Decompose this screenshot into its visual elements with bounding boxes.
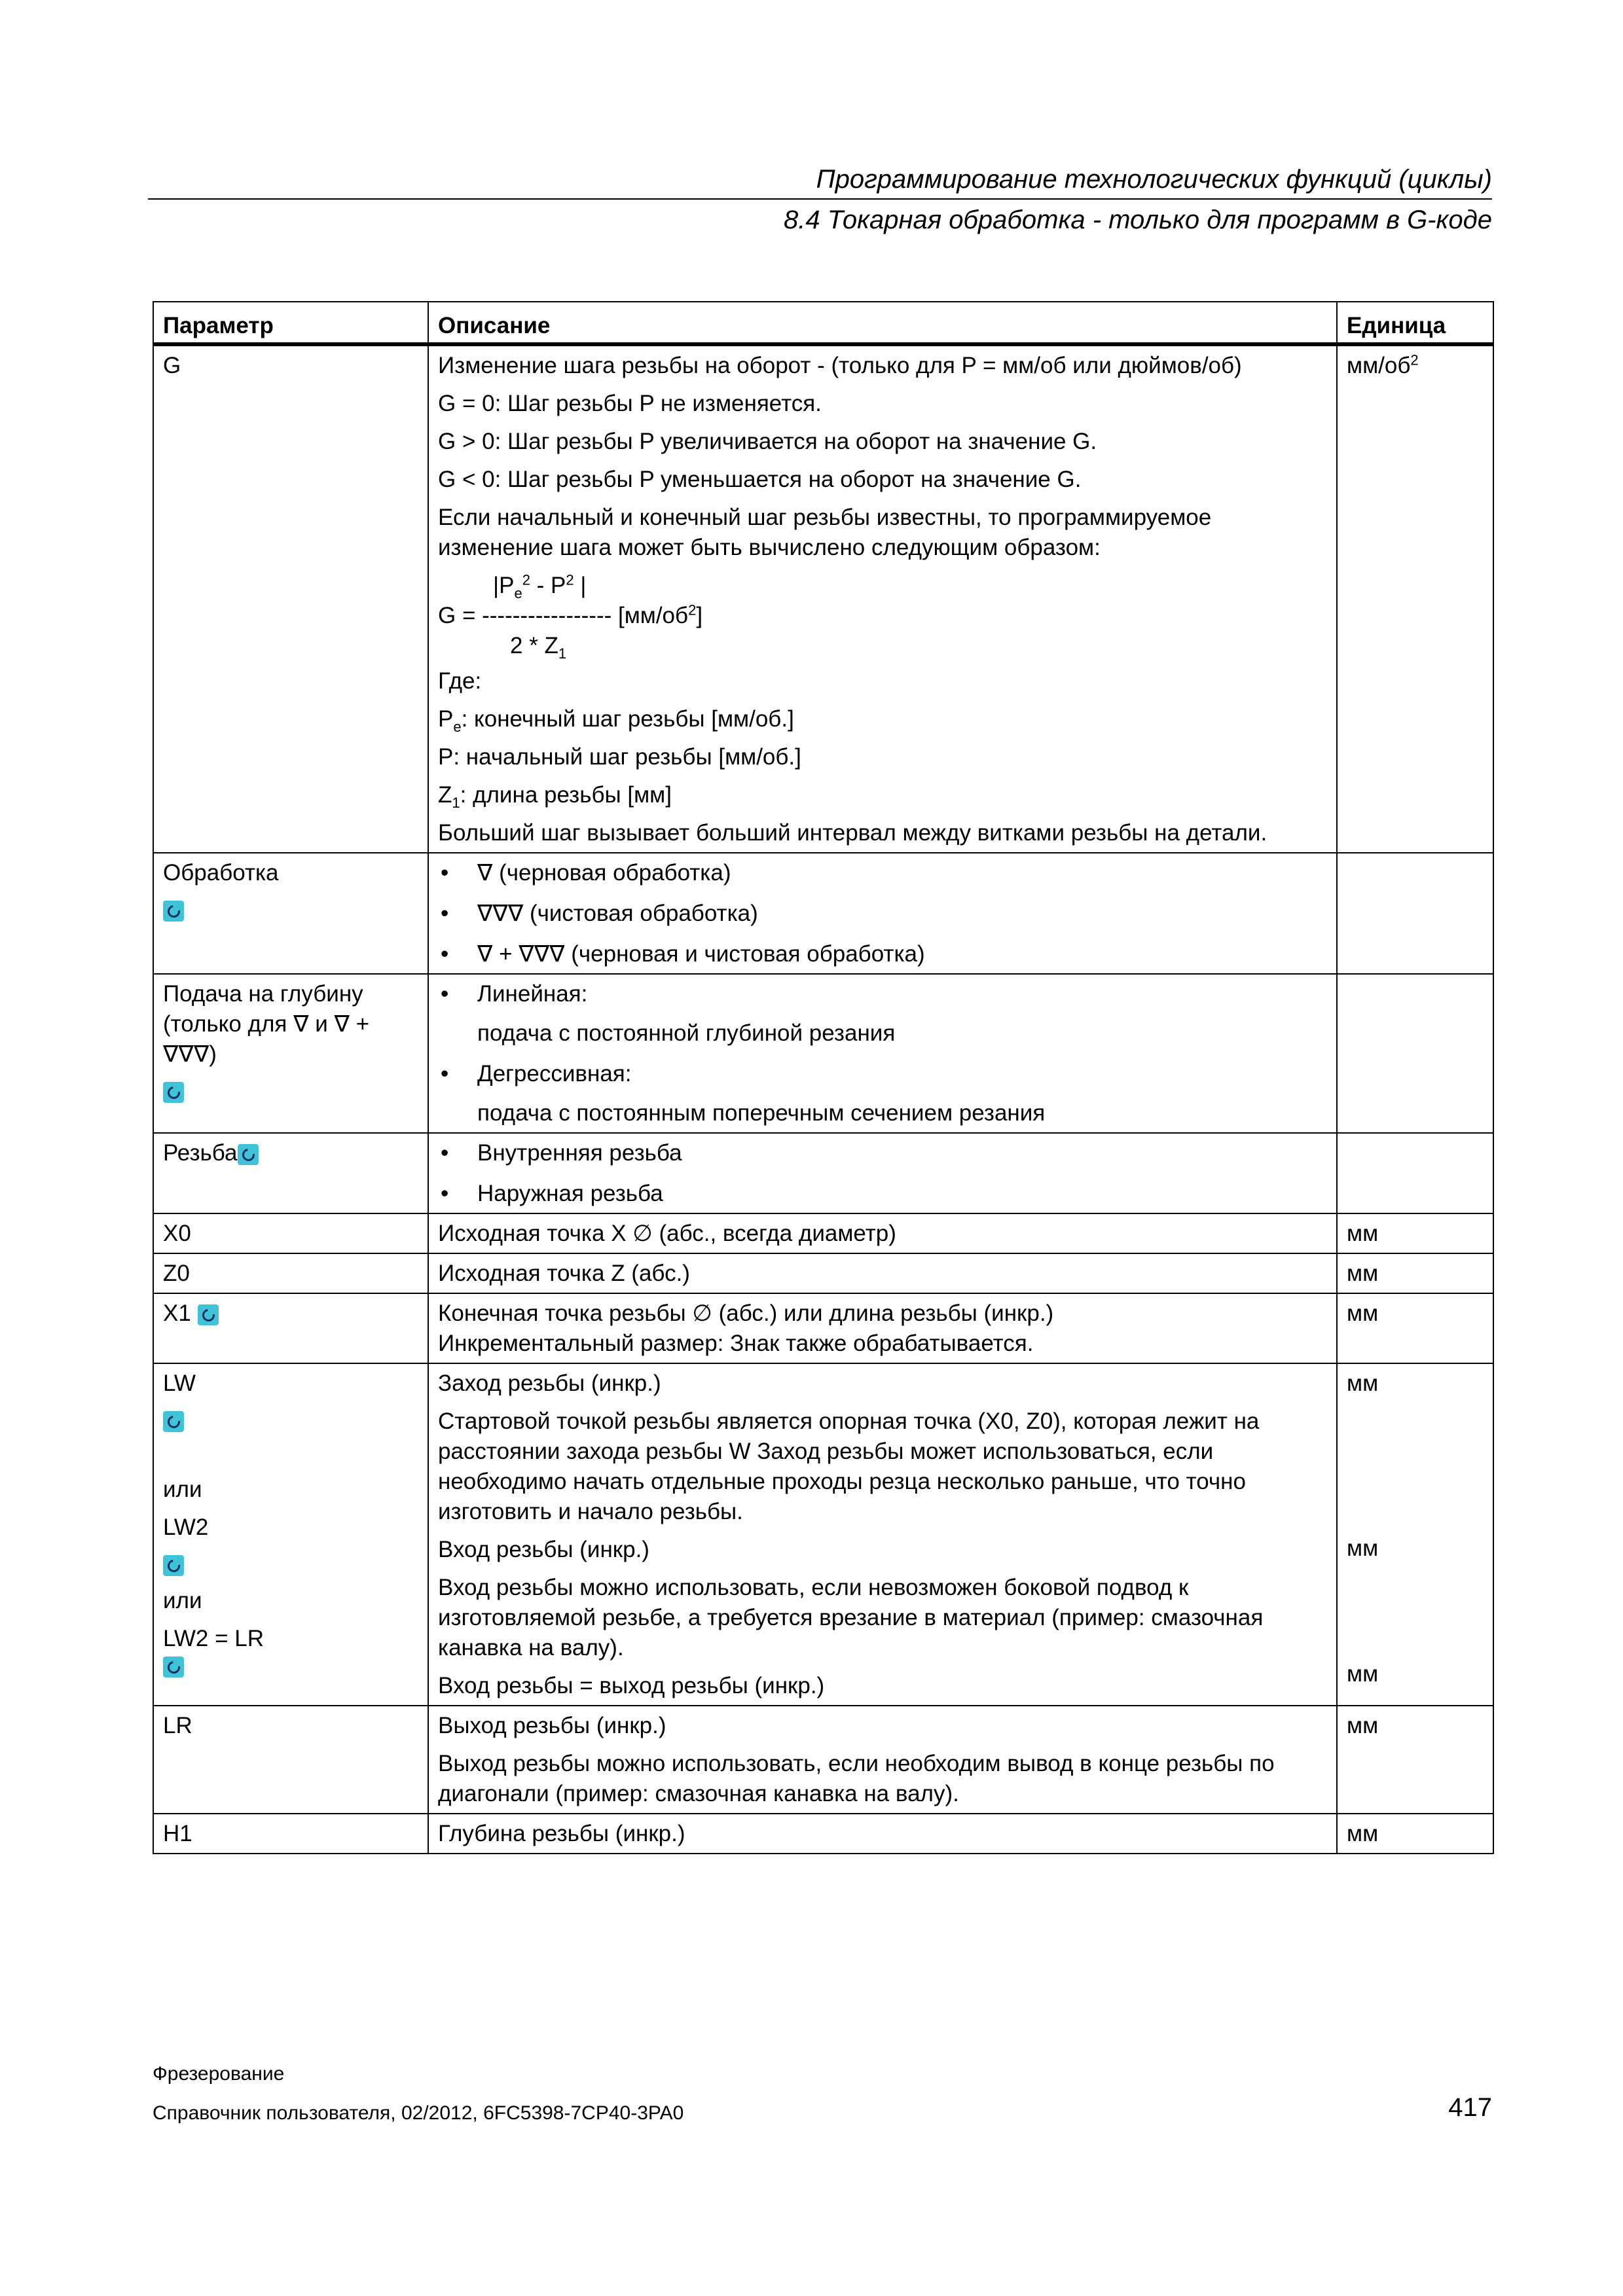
description-g (428, 344, 1337, 853)
g-pe-def: $P_e$: конечный шаг резьбы [мм/об.] (438, 706, 794, 735)
g-line: Изменение шага резьбы на оборот - (только для P = мм/об или дюймов/об) (438, 353, 1242, 378)
table-row-x0 (153, 1213, 1493, 1253)
formula-denominator: $2 * Z_1$ (510, 633, 567, 662)
table-row-infeed (153, 974, 1493, 1133)
list-item-detail: подача с постоянной глубиной резания (477, 1020, 896, 1046)
parameter-table (153, 301, 1494, 1854)
header-rule (148, 198, 1492, 200)
list-item: • ∇ + ∇∇∇ (черновая и чистовая обработка) (438, 939, 1328, 969)
description-machining (428, 853, 1337, 974)
table-row-h1 (153, 1814, 1493, 1854)
table-header-row (153, 302, 1493, 344)
list-item: • ∇∇∇ (чистовая обработка) (438, 899, 1328, 929)
unit-thread (1337, 1133, 1493, 1213)
unit-x0: мм (1337, 1213, 1493, 1253)
param-z0: Z0 (153, 1253, 428, 1293)
toggle-icon[interactable] (163, 1082, 184, 1103)
page-number: 417 (1448, 2093, 1492, 2122)
column-header-description: Описание (428, 302, 1337, 344)
toggle-icon[interactable] (163, 1411, 184, 1432)
unit-infeed (1337, 974, 1493, 1133)
param-lr: LR (153, 1706, 428, 1814)
toggle-icon[interactable] (163, 901, 184, 922)
unit-h1: мм (1337, 1814, 1493, 1854)
table-row-z0 (153, 1253, 1493, 1293)
unit-lw: мм мм мм (1337, 1363, 1493, 1706)
description-x0: Исходная точка X ∅ (абс., всегда диаметр) (428, 1213, 1337, 1253)
unit-g: $мм/об^2$ (1337, 344, 1493, 853)
g-line: G = 0: Шаг резьбы P не изменяется. (438, 391, 822, 416)
toggle-icon[interactable] (163, 1555, 184, 1576)
param-thread: Резьба (153, 1133, 428, 1213)
toggle-icon[interactable] (163, 1657, 184, 1677)
param-x0: X0 (153, 1213, 428, 1253)
table-row-x1 (153, 1293, 1493, 1363)
param-g: G (153, 344, 428, 853)
table-row-thread (153, 1133, 1493, 1213)
unit-machining (1337, 853, 1493, 974)
list-item: • ∇ (черновая обработка) (438, 858, 1328, 888)
description-x1: Конечная точка резьбы ∅ (абс.) или длина резьбы (инкр.) Инкрементальный размер: Знак также обрабатывается. (428, 1293, 1337, 1363)
table-row-g (153, 344, 1493, 853)
g-p-def: P: начальный шаг резьбы [мм/об.] (438, 744, 801, 770)
list-item: • Внутренняя резьба (438, 1138, 1328, 1168)
g-z1-def: $Z_1$: длина резьбы [мм] (438, 782, 672, 811)
unit-z0: мм (1337, 1253, 1493, 1293)
list-item: • Наружная резьба (438, 1179, 1328, 1209)
g-line: G < 0: Шаг резьбы P уменьшается на оборот на значение G. (438, 467, 1082, 492)
formula-main: G = ----------------- $[мм/об^2]$ (438, 601, 703, 628)
unit-lr: мм (1337, 1706, 1493, 1814)
param-h1: H1 (153, 1814, 428, 1854)
chapter-title: Программирование технологических функций (циклы) (816, 165, 1492, 194)
footer-manual-info: Справочник пользователя, 02/2012, 6FC5398-7CP40-3PA0 (153, 2102, 684, 2124)
description-lw: Заход резьбы (инкр.) Стартовой точкой резьбы является опорная точка (X0, Z0), которая лежит на расстоянии захода резьбы W Заход резьбы может использоваться, если необходимо начать отдельные проходы резца несколько раньше, что точно изготовить и начало резьбы. Вход резьбы (инкр.) Вход резьбы можно использовать, если невозможен боковой подвод к изготовляемой резьбе, а требуется врезание в материал (пример: смазочная канавка на валу). Вход резьбы = выход резьбы (инкр.) (428, 1363, 1337, 1706)
toggle-icon[interactable] (198, 1304, 219, 1325)
section-title: 8.4 Токарная обработка - только для программ в G-коде (784, 206, 1492, 234)
g-where: Где: (438, 668, 482, 694)
column-header-unit: Единица (1337, 302, 1493, 344)
table-row-lr (153, 1706, 1493, 1814)
list-item-detail: подача с постоянным поперечным сечением резания (477, 1100, 1046, 1126)
description-h1: Глубина резьбы (инкр.) (428, 1814, 1337, 1854)
param-machining: Обработка (153, 853, 428, 974)
pitch-formula (438, 571, 1328, 661)
list-item: • Дегрессивная: (438, 1059, 1328, 1089)
g-line: Больший шаг вызывает больший интервал между витками резьбы на детали. (438, 820, 1267, 846)
formula-numerator: $|P_e^2 - P^2$ | (493, 571, 587, 601)
table-row-lw (153, 1363, 1493, 1706)
footer-product: Фрезерование (153, 2063, 285, 2085)
unit-x1: мм (1337, 1293, 1493, 1363)
table-row-machining (153, 853, 1493, 974)
description-infeed (428, 974, 1337, 1133)
description-thread (428, 1133, 1337, 1213)
param-infeed: Подача на глубину (только для ∇ и ∇ + ∇∇∇) (153, 974, 428, 1133)
list-item: • Линейная: (438, 979, 1328, 1009)
g-line: G > 0: Шаг резьбы P увеличивается на оборот на значение G. (438, 429, 1097, 454)
description-lr: Выход резьбы (инкр.) Выход резьбы можно использовать, если необходим вывод в конце резьбы по диагонали (пример: смазочная канавка на валу). (428, 1706, 1337, 1814)
g-line: Если начальный и конечный шаг резьбы известны, то программируемое изменение шага может быть вычислено следующим образом: (438, 505, 1212, 560)
param-x1: X1 (153, 1293, 428, 1363)
description-z0: Исходная точка Z (абс.) (428, 1253, 1337, 1293)
column-header-parameter: Параметр (153, 302, 428, 344)
toggle-icon[interactable] (238, 1144, 259, 1165)
param-lw: LW или LW2 или LW2 = LR (153, 1363, 428, 1706)
